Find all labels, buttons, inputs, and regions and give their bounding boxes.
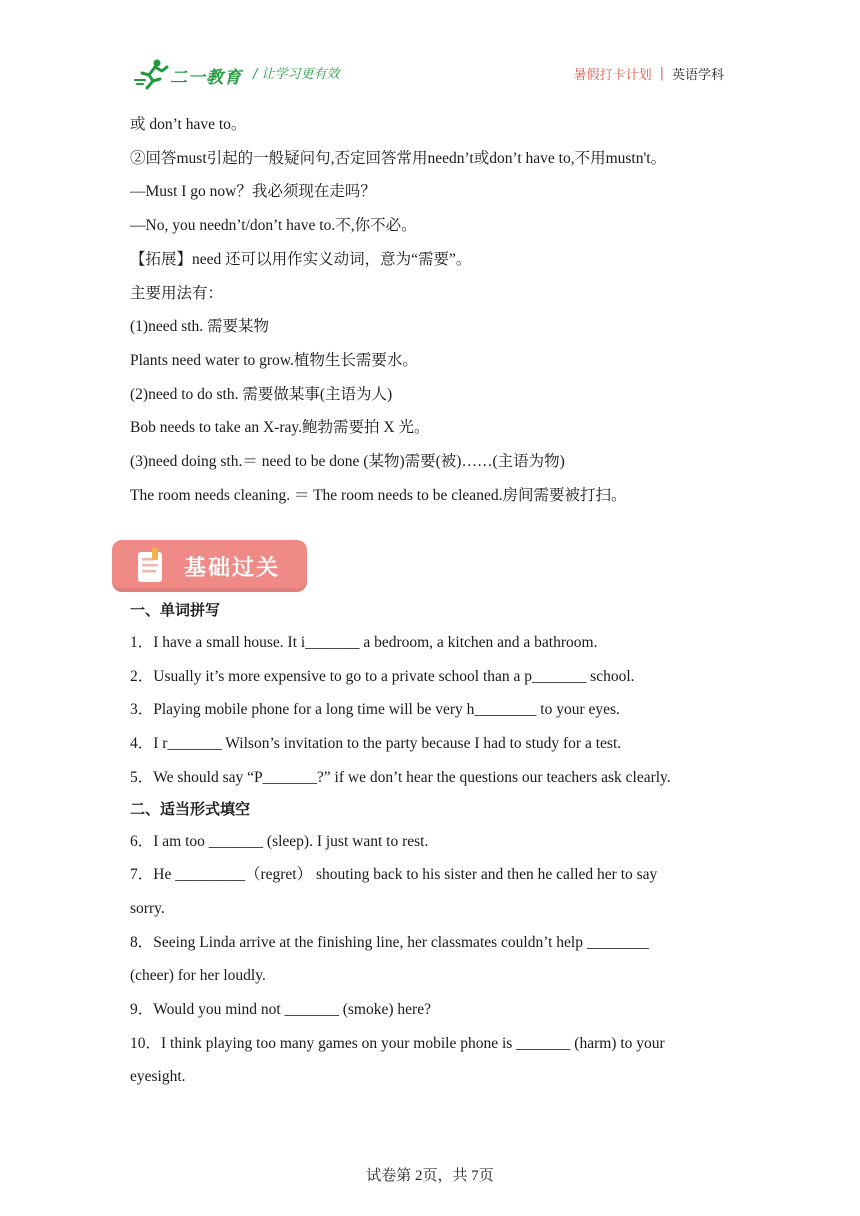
running-man-logo-icon bbox=[133, 58, 171, 90]
slogan: / 让学习更有效 bbox=[253, 67, 340, 82]
question-continuation: eyesight. bbox=[130, 1068, 186, 1086]
section-heading: 一、单词拼写 bbox=[130, 601, 221, 619]
note-line: (3)need doing sth.＝ need to be done (某物)需要(被)……(主语为物) bbox=[130, 453, 565, 471]
page-header bbox=[0, 0, 860, 100]
page-footer: 试卷第 2页，共 7页 bbox=[366, 1168, 494, 1184]
question: 9．Would you mind not _______ (smoke) here? bbox=[130, 1001, 431, 1019]
subject-label: 英语学科 bbox=[671, 68, 724, 83]
question: 1．I have a small house. It i_______ a bedroom, a kitchen and a bathroom. bbox=[130, 634, 598, 651]
note-line: 【拓展】need 还可以用作实义动词，意为“需要”。 bbox=[130, 250, 472, 268]
question-continuation: (cheer) for her loudly. bbox=[130, 967, 266, 985]
note-line: 主要用法有： bbox=[130, 284, 224, 302]
exercises bbox=[130, 596, 740, 1094]
logo-text: 二一教育 bbox=[170, 68, 242, 88]
section-heading: 二、适当形式填空 bbox=[130, 799, 251, 818]
note-line: —No, you needn’t/don’t have to.不,你不必。 bbox=[130, 217, 417, 235]
note-line: —Must I go now？我必须现在走吗？ bbox=[130, 183, 376, 201]
notes-block bbox=[130, 108, 740, 512]
banner-title: 基础过关 bbox=[184, 556, 281, 581]
document-icon bbox=[134, 546, 168, 586]
note-line: (2)need to do sth. 需要做某事(主语为人) bbox=[130, 385, 393, 403]
note-line: ②回答must引起的一般疑问句,否定回答常用needn’t或don’t have to,不用mustn't。 bbox=[130, 149, 667, 167]
question: 8．Seeing Linda arrive at the finishing line, her classmates couldn’t help ________ bbox=[130, 933, 649, 951]
question-continuation: sorry. bbox=[130, 899, 165, 917]
question: 7．He _________（regret） shouting back to his sister and then he called her to say bbox=[130, 866, 658, 884]
question: 4．I r_______ Wilson’s invitation to the party because I had to study for a test. bbox=[130, 735, 622, 753]
question: 6．I am too _______ (sleep). I just want to rest. bbox=[130, 832, 429, 850]
question: 10．I think playing too many games on your mobile phone is _______ (harm) to your bbox=[130, 1034, 665, 1052]
note-line: Plants need water to grow.植物生长需要水。 bbox=[130, 351, 418, 369]
section-banner bbox=[112, 540, 307, 592]
note-line: 或 don’t have to。 bbox=[130, 116, 247, 133]
question: 5．We should say “P_______?” if we don’t hear the questions our teachers ask clearly. bbox=[130, 768, 671, 786]
note-line: Bob needs to take an X-ray.鲍勃需要拍 X 光。 bbox=[130, 419, 430, 437]
note-line: The room needs cleaning. ＝ The room needs to be cleaned.房间需要被打扫。 bbox=[130, 486, 627, 504]
note-line: (1)need sth. 需要某物 bbox=[130, 318, 270, 336]
question: 2．Usually it’s more expensive to go to a private school than a p_______ school. bbox=[130, 667, 635, 685]
plan-label: 暑假打卡计划 bbox=[573, 68, 652, 83]
question: 3．Playing mobile phone for a long time will be very h________ to your eyes. bbox=[130, 701, 620, 719]
header-right bbox=[574, 64, 724, 83]
header-separator: | bbox=[659, 66, 664, 81]
